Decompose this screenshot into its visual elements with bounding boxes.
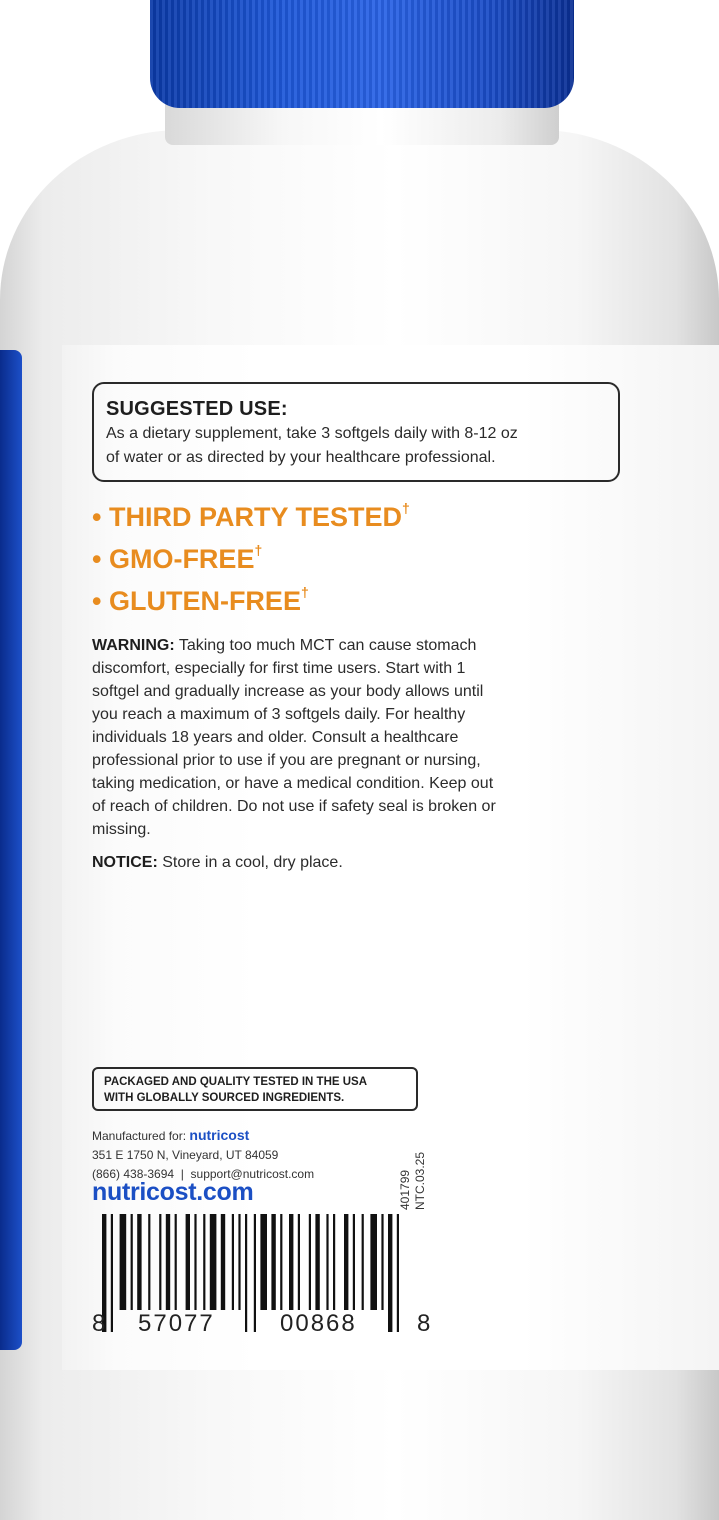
brand-website: nutricost.com <box>92 1178 254 1206</box>
lot-code <box>398 1151 428 1210</box>
barcode-bar <box>388 1214 392 1332</box>
warning-line: discomfort, especially for first time users. Start with 1 <box>92 660 466 677</box>
barcode-bar <box>280 1214 282 1310</box>
barcode-group-2: 00868 <box>280 1310 357 1337</box>
barcode-bar <box>333 1214 335 1310</box>
barcode-bar <box>120 1214 127 1310</box>
manufacturer-info <box>92 1126 412 1184</box>
claim-text: • GLUTEN-FREE <box>92 586 301 616</box>
manufacturer-label: Manufactured for: <box>92 1129 190 1143</box>
lot-number: 401799 <box>398 1169 412 1210</box>
barcode-bar <box>175 1214 177 1310</box>
barcode-bar <box>166 1214 170 1310</box>
barcode-bar <box>159 1214 161 1310</box>
warning-line: missing. <box>92 821 151 838</box>
suggested-use-title: SUGGESTED USE: <box>106 398 288 420</box>
barcode-bar <box>221 1214 225 1310</box>
warning-line: professional prior to use if you are pregnant or nursing, <box>92 752 481 769</box>
warning-line: taking medication, or have a medical condition. Keep out <box>92 775 494 792</box>
barcode-bar <box>344 1214 348 1310</box>
barcode-bar <box>194 1214 196 1310</box>
barcode-bar <box>210 1214 217 1310</box>
barcode-bar <box>370 1214 377 1310</box>
barcode-group-1: 57077 <box>138 1310 215 1337</box>
claim-dagger: † <box>401 500 410 516</box>
barcode-bar <box>298 1214 300 1310</box>
manufacturer-address: 351 E 1750 N, Vineyard, UT 84059 <box>92 1148 279 1162</box>
barcode-bar <box>186 1214 190 1310</box>
claim-text: • THIRD PARTY TESTED <box>92 502 402 532</box>
label-side-stripe <box>0 350 22 1350</box>
notice-body: Store in a cool, dry place. <box>157 854 343 871</box>
packaged-line-1: PACKAGED AND QUALITY TESTED IN THE USA <box>104 1076 368 1088</box>
claim-gluten-free <box>92 586 410 624</box>
claim-text: • GMO-FREE <box>92 544 255 574</box>
brand-name-small: nutricost <box>189 1127 250 1143</box>
barcode-bar <box>326 1214 328 1310</box>
warning-line: softgel and gradually increase as your body allows until <box>92 683 484 700</box>
barcode-bar <box>131 1214 133 1310</box>
barcode-bar <box>289 1214 293 1310</box>
claims-list <box>92 502 410 628</box>
manufacturer-phone: (866) 438-3694 <box>92 1167 175 1181</box>
claim-third-party-tested <box>92 502 410 540</box>
barcode-bar <box>148 1214 150 1310</box>
bottle-cap <box>150 0 574 108</box>
barcode <box>92 1214 437 1364</box>
contact-separator: | <box>180 1167 184 1181</box>
claim-gmo-free <box>92 544 410 582</box>
barcode-bar <box>381 1214 383 1310</box>
warning-text <box>92 634 632 841</box>
barcode-bar <box>203 1214 205 1310</box>
claim-dagger: † <box>300 584 309 600</box>
warning-line: individuals 18 years and older. Consult a healthcare <box>92 729 459 746</box>
packaged-line-2: WITH GLOBALLY SOURCED INGREDIENTS. <box>104 1092 345 1104</box>
manufacturer-line <box>92 1126 412 1146</box>
suggested-use-box <box>92 382 620 482</box>
suggested-use-line-2: of water or as directed by your healthcare professional. <box>106 449 496 466</box>
barcode-bar <box>232 1214 234 1310</box>
warning-line: you reach a maximum of 3 softgels daily. For healthy <box>92 706 466 723</box>
barcode-bar <box>111 1214 113 1332</box>
barcode-bar <box>238 1214 240 1310</box>
barcode-bar <box>254 1214 256 1332</box>
cap-ribs <box>150 0 574 108</box>
warning-line: of reach of children. Do not use if safety seal is broken or <box>92 798 496 815</box>
barcode-bar <box>315 1214 319 1310</box>
barcode-digit-right: 8 <box>417 1310 433 1337</box>
barcode-bar <box>271 1214 275 1310</box>
barcode-bar <box>353 1214 355 1310</box>
notice-text <box>92 852 632 874</box>
barcode-bar <box>245 1214 247 1332</box>
barcode-bar <box>362 1214 364 1310</box>
warning-line-text: Taking too much MCT can cause stomach <box>174 637 477 654</box>
barcode-bar <box>309 1214 311 1310</box>
manufacturer-email: support@nutricost.com <box>190 1167 315 1181</box>
suggested-use-line-1: As a dietary supplement, take 3 softgels daily with 8-12 oz <box>106 425 518 442</box>
barcode-digit-left: 8 <box>92 1310 108 1337</box>
claim-dagger: † <box>254 542 263 558</box>
barcode-bar <box>137 1214 141 1310</box>
lot-date: NTC.03.25 <box>413 1151 427 1210</box>
notice-label: NOTICE: <box>92 854 158 871</box>
barcode-bar <box>397 1214 399 1332</box>
warning-label: WARNING: <box>92 637 175 654</box>
warning-line <box>92 634 632 657</box>
barcode-bar <box>260 1214 267 1310</box>
packaged-usa-box <box>92 1067 418 1111</box>
